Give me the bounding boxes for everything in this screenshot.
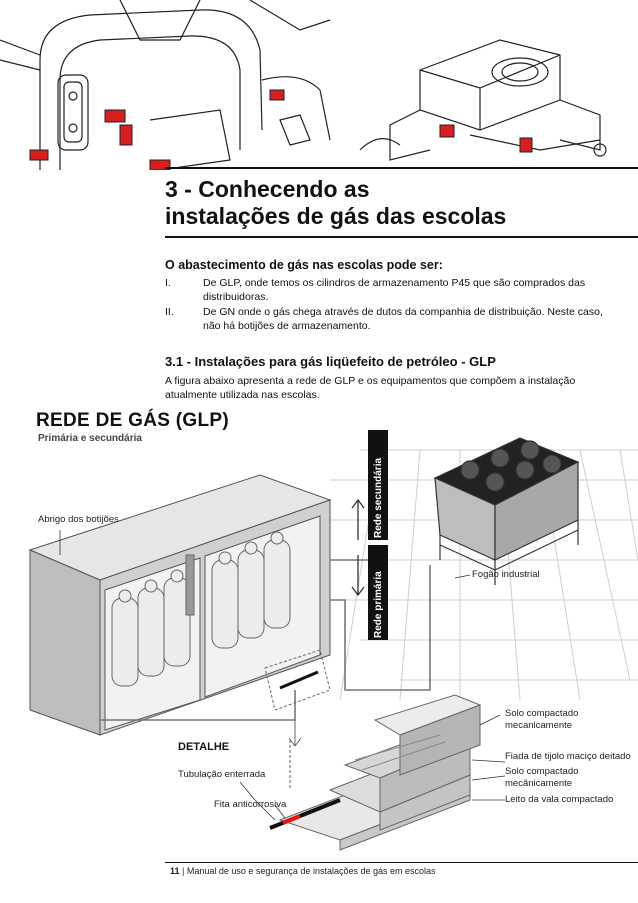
label-fita: Fita anticorrosiva [214,799,287,810]
header-rule [165,167,638,169]
list-item-number: II. [165,306,174,318]
label-fogao: Fogão industrial [472,569,540,580]
label-abrigo: Abrigo dos botijões [38,514,119,525]
subsection-heading: 3.1 - Instalações para gás liqüefeito de petróleo - GLP [165,354,496,369]
figure-title: REDE DE GÁS (GLP) [36,410,230,431]
section-title [165,176,625,230]
label-tubulacao: Tubulação enterrada [178,769,266,780]
label-solo-1 [505,708,578,732]
label-solo-2-line-1: Solo compactado [505,766,579,777]
label-rede-secundaria: Rede secundária [373,457,384,538]
label-solo-2 [505,766,578,790]
label-detalhe: DETALHE [178,741,230,753]
subsection-paragraph: A figura abaixo apresenta a rede de GLP e os equipamentos que compõem a instalação atualmente utilizada nas escolas. [165,375,576,401]
list-item-number: I. [165,277,171,289]
pipe-fittings-illustration [0,0,638,170]
footer-text: | Manual de uso e segurança de instalações de gás em escolas [179,866,436,876]
title-rule [165,236,638,238]
label-leito: Leito da vala compactado [505,794,614,805]
label-rede-primaria: Rede primária [373,571,384,638]
intro-text: O abastecimento de gás nas escolas pode ser: [165,258,443,272]
trench-cross-section [280,695,480,850]
label-solo-1-line-1: Solo compactado [505,708,579,719]
footer-rule [165,862,638,863]
figure-subtitle: Primária e secundária [38,433,142,444]
list-item-text: De GN onde o gás chega através de dutos da companhia de distribuição. Neste caso, não há botijões de armazenamento. [203,306,603,332]
section-title-line-2: instalações de gás das escolas [165,203,507,229]
label-solo-2-line-2: mecânicamente [505,778,573,789]
page-number: 11 [170,866,180,876]
page-footer [170,866,436,876]
section-title-line-1: 3 - Conhecendo as [165,176,370,202]
list-item-text: De GLP, onde temos os cilindros de armazenamento P45 que são comprados das distribuidoras. [203,277,586,303]
label-solo-1-line-2: mecanicamente [505,720,573,731]
label-fiada: Fiada de tijolo maciço deitado [505,751,631,762]
industrial-stove [435,438,578,585]
flow-arrows [352,500,364,595]
